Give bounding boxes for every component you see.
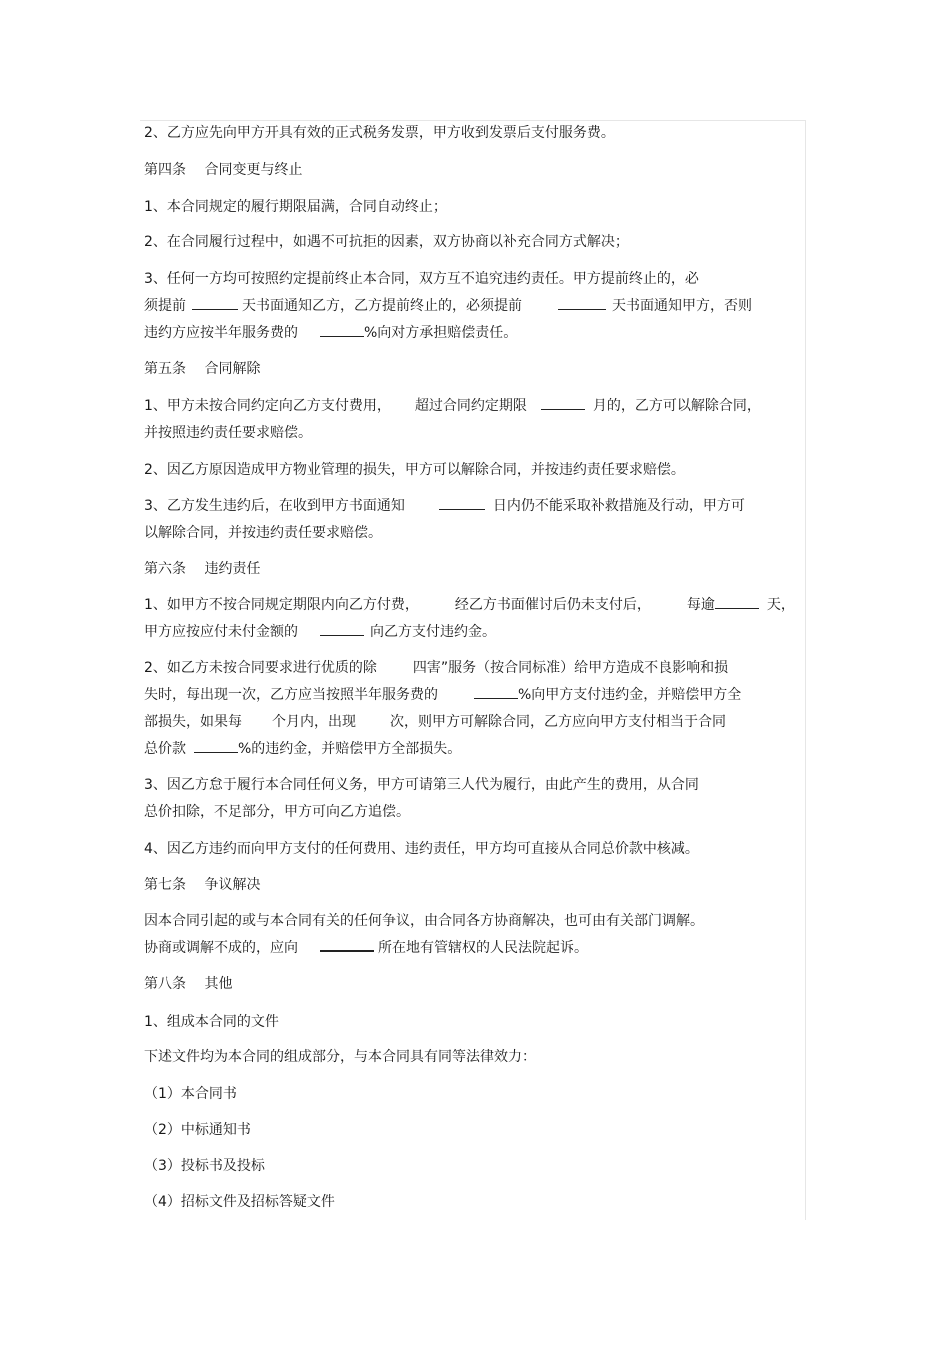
text: 总价款 xyxy=(144,741,186,757)
blank-field xyxy=(194,738,238,753)
text: 每逾 xyxy=(686,597,715,613)
text: 失时，每出现一次，乙方应当按照半年服务费的 xyxy=(144,687,438,703)
blank-field xyxy=(474,684,518,699)
blank-field xyxy=(192,295,238,310)
text: 协商或调解不成的，应向 xyxy=(144,940,298,956)
blank-field xyxy=(558,295,606,310)
article-7-heading: 第七条 争议解决 xyxy=(144,877,261,893)
text: 2、如乙方未按合同要求进行优质的除 xyxy=(144,660,377,676)
clause-6-2-line4 xyxy=(144,736,461,763)
text: 天书面通知甲方，否则 xyxy=(612,298,752,314)
clause-4-1: 1、本合同规定的履行期限届满，合同自动终止； xyxy=(144,199,447,215)
clause-4-2: 2、在合同履行过程中，如遇不可抗拒的因素，双方协商以补充合同方式解决； xyxy=(144,234,629,250)
clause-6-1-line1 xyxy=(144,592,795,619)
blank-field xyxy=(320,621,364,636)
blank-field xyxy=(715,594,759,609)
clause-6-3-line1: 3、因乙方怠于履行本合同任何义务，甲方可请第三人代为履行，由此产生的费用，从合同 xyxy=(144,777,699,793)
text: 次，则甲方可解除合同，乙方应向甲方支付相当于合同 xyxy=(390,714,726,730)
clause-3-2: 2、乙方应先向甲方开具有效的正式税务发票，甲方收到发票后支付服务费。 xyxy=(144,125,615,141)
clause-4-3-line1: 3、任何一方均可按照约定提前终止本合同，双方互不追究违约责任。甲方提前终止的，必 xyxy=(144,271,699,287)
document-list-item: （1）本合同书 xyxy=(144,1086,237,1102)
clause-8-1: 1、组成本合同的文件 xyxy=(144,1014,279,1030)
text: 1、甲方未按合同约定向乙方支付费用， xyxy=(144,398,391,414)
text: %向对方承担赔偿责任。 xyxy=(364,325,518,341)
text: 超过合同约定期限 xyxy=(414,398,527,414)
clause-6-2-line1 xyxy=(144,655,728,682)
document-list-item: （4）招标文件及招标答疑文件 xyxy=(144,1194,335,1210)
text: 向乙方支付违约金。 xyxy=(370,624,496,640)
blank-field xyxy=(541,395,585,410)
text: 个月内，出现 xyxy=(272,714,356,730)
text: 3、乙方发生违约后，在收到甲方书面通知 xyxy=(144,498,405,514)
text: 违约方应按半年服务费的 xyxy=(144,325,298,341)
blank-field xyxy=(320,322,364,337)
text: 月的，乙方可以解除合同， xyxy=(592,398,761,414)
article-5-heading: 第五条 合同解除 xyxy=(144,361,261,377)
clause-5-3-line2: 以解除合同，并按违约责任要求赔偿。 xyxy=(144,525,382,541)
text: 日内仍不能采取补救措施及行动，甲方可 xyxy=(492,498,745,514)
article-6-heading: 第六条 违约责任 xyxy=(144,561,261,577)
clause-6-1-line2 xyxy=(144,619,496,646)
text: 1、如甲方不按合同规定期限内向乙方付费， xyxy=(144,597,419,613)
text: 天书面通知乙方，乙方提前终止的，必须提前 xyxy=(242,298,522,314)
clause-5-3-line1 xyxy=(144,493,745,520)
text: %向甲方支付违约金，并赔偿甲方全 xyxy=(518,687,742,703)
clause-5-1-line2: 并按照违约责任要求赔偿。 xyxy=(144,425,312,441)
text: 四害”服务（按合同标准）给甲方造成不良影响和损 xyxy=(412,660,729,676)
clause-6-3-line2: 总价扣除，不足部分，甲方可向乙方追偿。 xyxy=(144,804,410,820)
text: 须提前 xyxy=(144,298,186,314)
clause-6-2-line3 xyxy=(144,709,726,736)
clause-7-line2 xyxy=(144,935,588,962)
clause-6-4: 4、因乙方违约而向甲方支付的任何费用、违约责任，甲方均可直接从合同总价款中核减。 xyxy=(144,841,699,857)
document-list-item: （3）投标书及投标 xyxy=(144,1158,265,1174)
clause-5-1-line1 xyxy=(144,393,761,420)
clause-8-intro: 下述文件均为本合同的组成部分，与本合同具有同等法律效力： xyxy=(144,1049,536,1065)
clause-4-3-line2 xyxy=(144,293,752,320)
text: %的违约金，并赔偿甲方全部损失。 xyxy=(238,741,462,757)
clause-6-2-line2 xyxy=(144,682,741,709)
clause-4-3-line3 xyxy=(144,320,517,347)
article-8-heading: 第八条 其他 xyxy=(144,976,233,992)
text: 经乙方书面催讨后仍未支付后， xyxy=(454,597,651,613)
clause-7-line1: 因本合同引起的或与本合同有关的任何争议，由合同各方协商解决，也可由有关部门调解。 xyxy=(144,913,704,929)
clause-5-2: 2、因乙方原因造成甲方物业管理的损失，甲方可以解除合同，并按违约责任要求赔偿。 xyxy=(144,462,685,478)
text: 甲方应按应付未付金额的 xyxy=(144,624,298,640)
blank-field xyxy=(439,495,485,510)
text: 所在地有管辖权的人民法院起诉。 xyxy=(378,940,588,956)
text: 天， xyxy=(766,597,795,613)
document-list-item: （2）中标通知书 xyxy=(144,1122,251,1138)
article-4-heading: 第四条 合同变更与终止 xyxy=(144,162,303,178)
blank-field xyxy=(320,936,374,952)
text: 部损失，如果每 xyxy=(144,714,242,730)
